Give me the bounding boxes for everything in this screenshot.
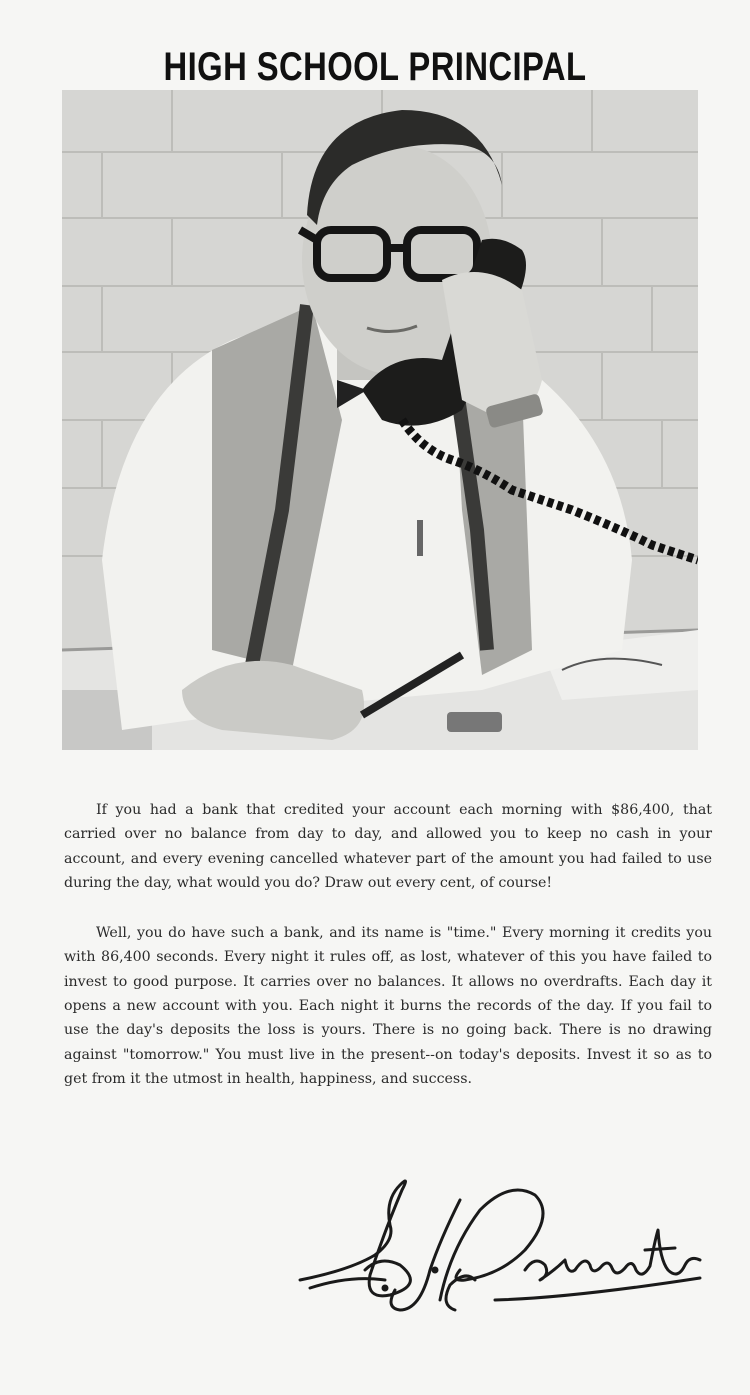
letter-paragraph-1: If you had a bank that credited your account each morning with $86,400, that carried over no balance from day to day, and allowed you to keep no cash in your account, and every evening cancelled whatever part of the amount you had failed to use during the day, what would you do? Draw out every cent, of course! <box>64 802 712 891</box>
page-title: HIGH SCHOOL PRINCIPAL <box>163 44 587 89</box>
principal-signature <box>290 1170 710 1330</box>
principal-letter <box>64 798 712 1117</box>
letter-paragraph-2: Well, you do have such a bank, and its name is "time." Every morning it credits you with 86,400 seconds. Every night it rules off, as lost, whatever of this you have failed to invest to good purpose. It carries over no balances. It allows no overdrafts. Each day it opens a new account with you. Each night it burns the records of the day. If you fail to use the day's deposits the loss is yours. There is no going back. There is no drawing against "tomorrow." You must live in the present--on today's deposits. Invest it so as to get from it the utmost in health, happiness, and success. <box>64 925 712 1087</box>
principal-photo <box>62 90 698 750</box>
